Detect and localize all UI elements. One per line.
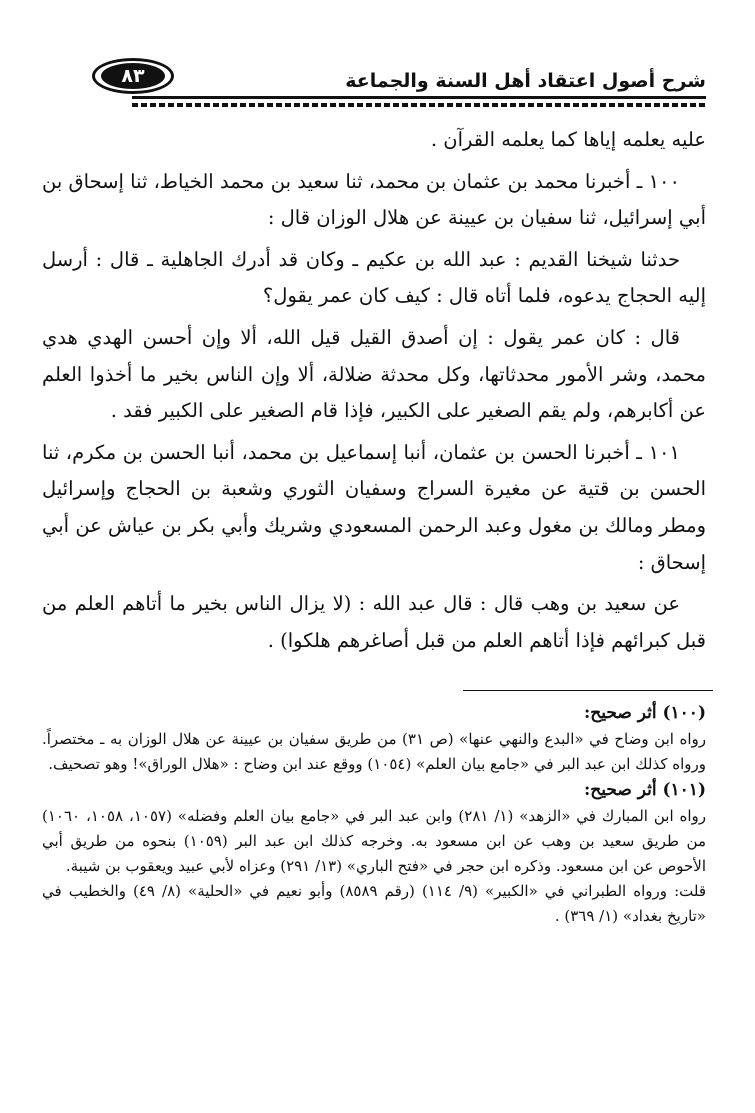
footnote-101-note: قلت: ورواه الطبراني في «الكبير» (٩/ ١١٤) (رقم ٨٥٨٩) وأبو نعيم في «الحلية» (٨/ ٤٩) والخطيب في «تاريخ بغداد» (١/ ٣٦٩) . — [42, 882, 706, 925]
footnote-100-heading: (١٠٠) أثر صحيح: — [584, 703, 706, 723]
footnotes — [42, 700, 706, 929]
paragraph-1: عليه يعلمه إياها كما يعلمه القرآن . — [430, 128, 706, 151]
footnote-101-heading: (١٠١) أثر صحيح: — [584, 780, 706, 800]
footnote-100-text: رواه ابن وضاح في «البدع والنهي عنها» (ص ٣١) من طريق سفيان بن عيينة عن هلال الوزان به ـ مختصراً. ورواه كذلك ابن عبد البر في «جامع بيان العلم» (١٠٥٤) ووقع عند ابن وضاح : «هلال الوراق»! وهو تصحيف. — [42, 730, 706, 773]
page-number-badge — [92, 58, 174, 94]
paragraph-hadith-100: ١٠٠ ـ أخبرنا محمد بن عثمان بن محمد، ثنا سعيد بن محمد الخياط، ثنا إسحاق بن أبي إسرائيل، ثنا سفيان بن عيينة عن هلال الوزان قال : — [42, 169, 706, 230]
header-rule — [132, 96, 706, 99]
main-text — [42, 122, 706, 664]
paragraph-3: حدثنا شيخنا القديم : عبد الله بن عكيم ـ وكان قد أدرك الجاهلية ـ قال : أرسل إليه الحجاج يدعوه، فلما أتاه قال : كيف كان عمر يقول؟ — [42, 247, 706, 308]
page-header — [92, 58, 706, 104]
running-title: شرح أصول اعتقاد أهل السنة والجماعة — [345, 70, 706, 92]
footnote-separator — [463, 690, 713, 691]
paragraph-4: قال : كان عمر يقول : إن أصدق القيل قيل الله، ألا وإن أحسن الهدي هدي محمد، وشر الأمور محدثاتها، وكل محدثة ضلالة، ألا وإن الناس بخير ما أخذوا العلم عن أكابرهم، ولم يقم الصغير على الكبير، فإذا قام الصغير على الكبير فقد . — [42, 325, 706, 423]
page-number: ٨٣ — [101, 63, 165, 89]
footnote-101-text: رواه ابن المبارك في «الزهد» (١/ ٢٨١) وابن عبد البر في «جامع بيان العلم وفضله» (١٠٥٧، ١٠٥٨، ١٠٦٠) من طريق سعيد بن وهب عن ابن مسعود به. وخرجه كذلك ابن عبد البر (١٠٥٩) بنحوه من طريق أبي الأحوص عن ابن مسعود. وذكره ابن حجر في «فتح الباري» (١٣/ ٢٩١) وعزاه لأبي عبيد ويعقوب بن شيبة. — [42, 807, 707, 875]
header-dashed-rule — [132, 103, 706, 107]
paragraph-6: عن سعيد بن وهب قال : قال عبد الله : (لا يزال الناس بخير ما أتاهم العلم من قبل كبرائهم فإذا أتاهم العلم من قبل أصاغرهم هلكوا) . — [42, 592, 706, 652]
paragraph-hadith-101: ١٠١ ـ أخبرنا الحسن بن عثمان، أنبا إسماعيل بن محمد، أنبا الحسن بن مكرم، ثنا الحسن بن قتية عن مغيرة السراج وسفيان الثوري وشعبة بن الحجاج وإسرائيل ومطر ومالك بن مغول وعبد الرحمن المسعودي وشريك وأبي بكر بن عياش عن أبي إسحاق : — [42, 440, 706, 574]
